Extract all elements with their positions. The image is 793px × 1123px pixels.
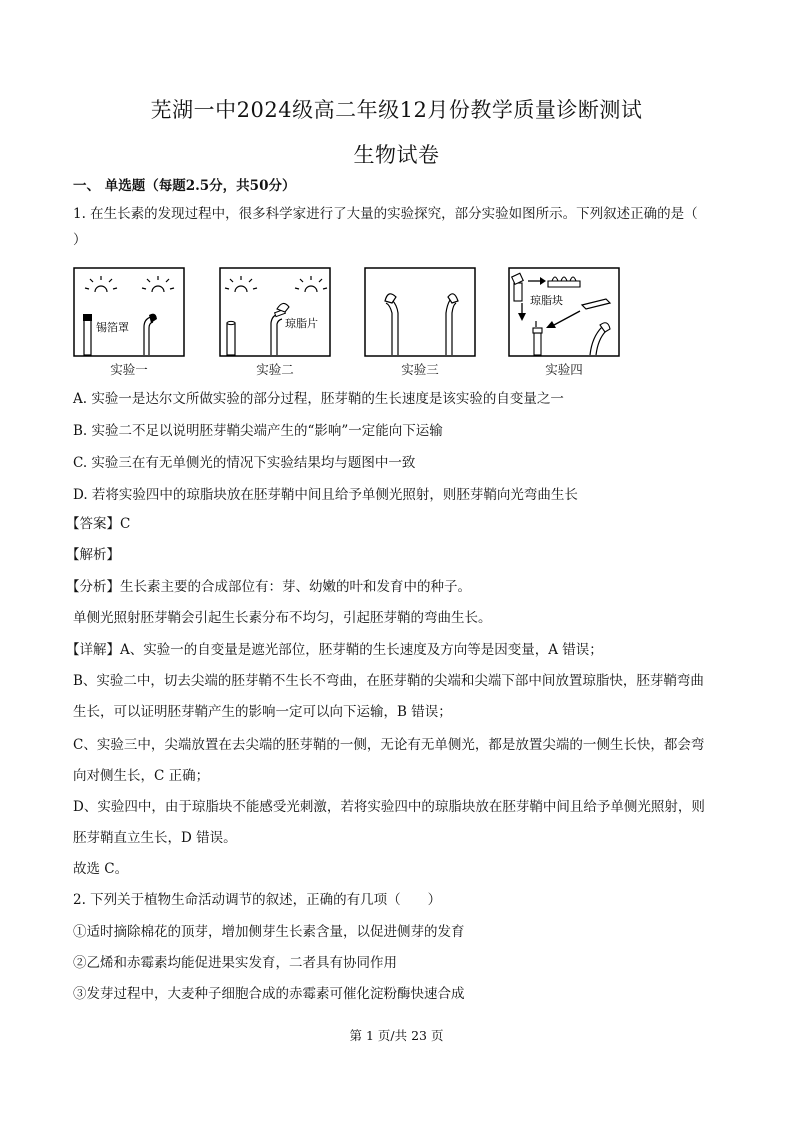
page-subtitle: 生物试卷 <box>353 143 440 167</box>
sun-icon <box>295 276 327 292</box>
page-title: 芜湖一中2024级高二年级12月份教学质量诊断测试 <box>150 98 643 122</box>
q1-option-a: A. 实验一是达尔文所做实验的部分过程，胚芽鞘的生长速度是该实验的自变量之一 <box>73 391 564 407</box>
q2-item-3: ③发芽过程中，大麦种子细胞合成的赤霉素可催化淀粉酶快速合成 <box>73 986 465 1002</box>
experiment-3-diagram <box>364 267 476 357</box>
page-footer: 第 1 页/共 23 页 <box>349 1028 444 1043</box>
q1-detail-c2: 向对侧生长，C 正确； <box>73 768 210 784</box>
q1-conclusion: 故选 C。 <box>73 861 129 877</box>
q1-detail-d1: D、实验四中，由于琼脂块不能感受光刺激，若将实验四中的琼脂块放在胚芽鞘中间且给予单侧光照射，则 <box>73 799 705 815</box>
q1-detail-d2: 胚芽鞘直立生长，D 错误。 <box>73 830 237 846</box>
experiment-2-diagram <box>219 267 331 357</box>
experiment-1-diagram <box>73 267 185 357</box>
experiment-4-diagram <box>508 267 620 357</box>
q1-stem-line2: ） <box>73 232 87 248</box>
figure-experiment-2 <box>219 267 331 357</box>
figure-experiment-3 <box>364 267 476 357</box>
agar-slice-label: 琼脂片 <box>285 317 318 330</box>
q1-detail-b2: 生长，可以证明胚芽鞘产生的影响一定可以向下运输，B 错误； <box>73 704 452 720</box>
q1-option-c: C. 实验三在有无单侧光的情况下实验结果均与题图中一致 <box>73 455 416 471</box>
figure-experiment-1 <box>73 267 185 357</box>
section-heading: 一、 单选题（每题2.5分，共50分） <box>73 178 296 194</box>
q1-analysis-1: 【分析】生长素主要的合成部位有：芽、幼嫩的叶和发育中的种子。 <box>66 579 471 595</box>
tin-cap-label: 锡箔罩 <box>96 321 129 334</box>
q1-detail-c1: C、实验三中，尖端放置在去尖端的胚芽鞘的一侧，无论有无单侧光，都是放置尖端的一侧生长快，都会弯 <box>73 737 705 753</box>
q2-item-1: ①适时摘除棉花的顶芽，增加侧芽生长素含量，以促进侧芽的发育 <box>73 924 465 940</box>
caption-experiment-2: 实验二 <box>256 362 294 377</box>
agar-block-label: 琼脂块 <box>530 294 563 307</box>
q1-detail-b1: B、实验二中，切去尖端的胚芽鞘不生长不弯曲，在胚芽鞘的尖端和尖端下部中间放置琼脂快，胚芽鞘弯曲 <box>73 673 704 689</box>
sun-icon <box>142 276 174 292</box>
q1-stem-line1: 1. 在生长素的发现过程中，很多科学家进行了大量的实验探究，部分实验如图所示。下列叙述正确的是（ <box>73 206 698 222</box>
q2-stem: 2. 下列关于植物生命活动调节的叙述，正确的有几项（ ） <box>73 892 442 908</box>
figure-experiment-4 <box>508 267 620 357</box>
q1-option-d: D. 若将实验四中的琼脂块放在胚芽鞘中间且给予单侧光照射，则胚芽鞘向光弯曲生长 <box>73 487 578 503</box>
sun-icon <box>85 276 117 292</box>
q1-option-b: B. 实验二不足以说明胚芽鞘尖端产生的“影响”一定能向下运输 <box>73 423 443 439</box>
caption-experiment-4: 实验四 <box>545 362 583 377</box>
q1-answer: 【答案】C <box>66 516 131 532</box>
q1-analysis-label: 【解析】 <box>66 547 120 563</box>
q1-analysis-2: 单侧光照射胚芽鞘会引起生长素分布不均匀，引起胚芽鞘的弯曲生长。 <box>73 610 492 626</box>
q1-detail-a: 【详解】A、实验一的自变量是遮光部位，胚芽鞘的生长速度及方向等是因变量，A 错误； <box>66 642 603 658</box>
sun-icon <box>225 276 257 292</box>
caption-experiment-1: 实验一 <box>110 362 148 377</box>
q2-item-2: ②乙烯和赤霉素均能促进果实发育，二者具有协同作用 <box>73 955 397 971</box>
caption-experiment-3: 实验三 <box>401 362 439 377</box>
